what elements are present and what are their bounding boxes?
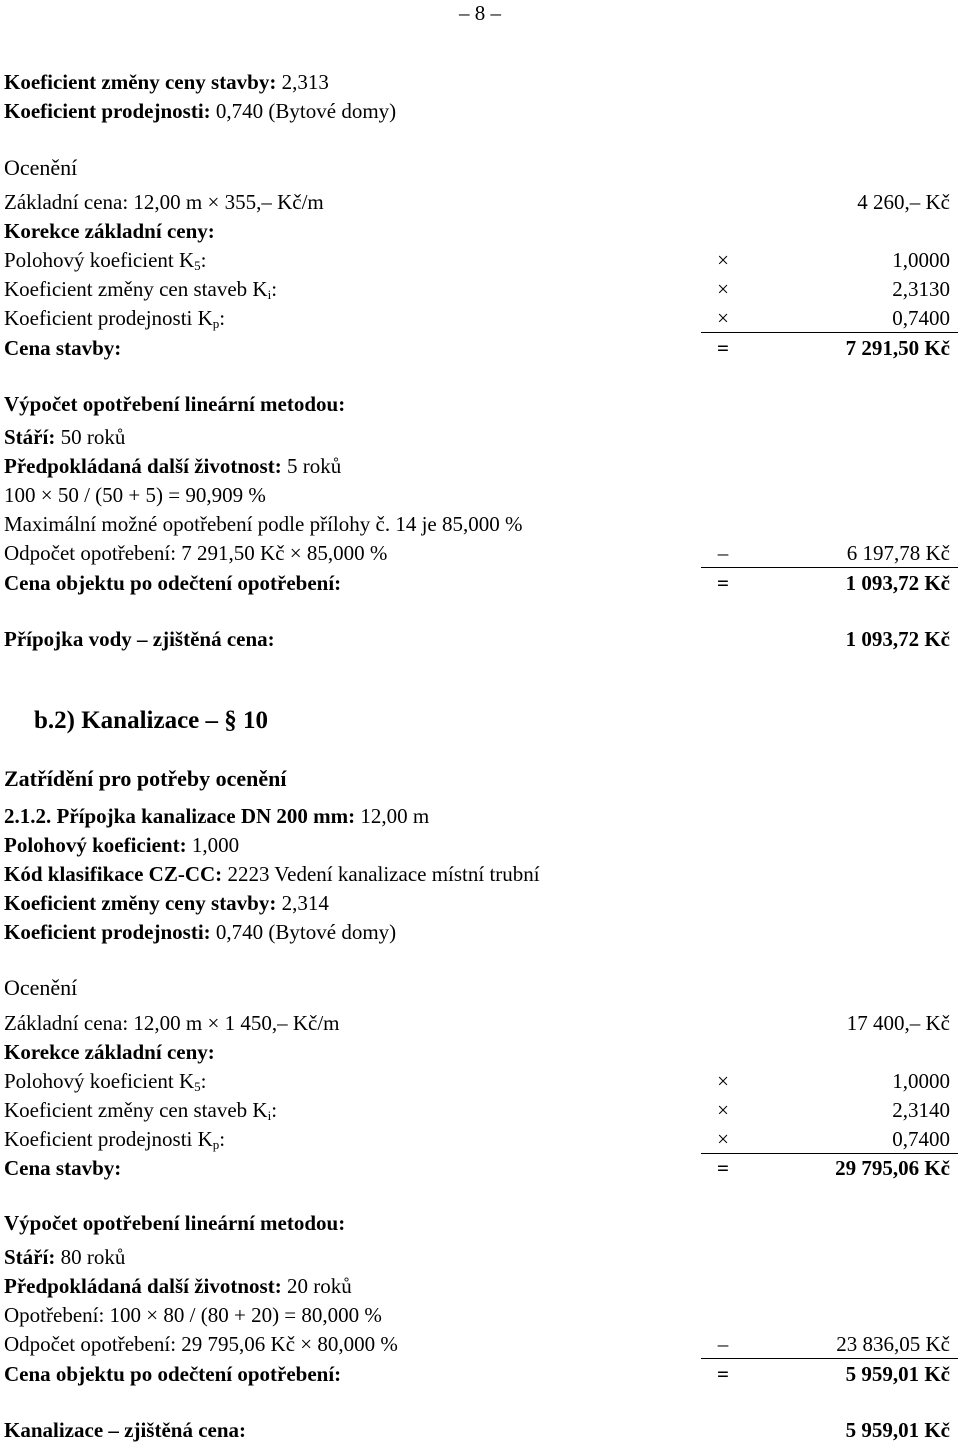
coef-sale-line: Koeficient prodejnosti: 0,740 (Bytové domy) xyxy=(4,920,397,944)
building-price-label: Cena stavby: xyxy=(4,336,122,360)
price-after-depreciation-value: 1 093,72 Kč xyxy=(845,571,950,595)
equals-sign: = xyxy=(717,1156,729,1180)
base-price-label: Základní cena: 12,00 m × 1 450,– Kč/m xyxy=(4,1011,340,1035)
depreciation-formula: 100 × 50 / (50 + 5) = 90,909 % xyxy=(4,483,266,507)
depreciation-heading: Výpočet opotřebení lineární metodou: xyxy=(4,1211,346,1235)
final-price-label: Kanalizace – zjištěná cena: xyxy=(4,1418,247,1442)
valuation-heading: Ocenění xyxy=(4,155,78,180)
coef-sale-line xyxy=(4,98,396,124)
position-coef-label: Polohový koeficient $K_5$: xyxy=(4,1069,207,1094)
base-price-label: Základní cena: 12,00 m × 355,– Kč/m xyxy=(4,190,324,214)
coef-change-line xyxy=(4,69,329,95)
price-change-coef-value: 2,3140 xyxy=(892,1098,950,1122)
equals-sign: = xyxy=(717,1362,729,1386)
valuation-heading: Ocenění xyxy=(4,975,78,1000)
multiply-sign: × xyxy=(717,1127,729,1151)
coef-change-label: Koeficient změny ceny stavby: xyxy=(4,70,277,94)
equals-sign: = xyxy=(717,336,729,360)
base-price-correction-label: Korekce základní ceny: xyxy=(4,219,215,243)
sum-rule xyxy=(701,1153,958,1154)
saleability-coef-value: 0,7400 xyxy=(892,1127,950,1151)
position-coef-line: Polohový koeficient: 1,000 xyxy=(4,833,240,857)
multiply-sign: × xyxy=(717,1098,729,1122)
age-line: Stáří: 80 roků xyxy=(4,1245,126,1269)
building-price-value: 29 795,06 Kč xyxy=(835,1156,950,1180)
age-line: Stáří: 50 roků xyxy=(4,425,126,449)
sum-rule xyxy=(701,567,958,568)
price-after-depreciation-value: 5 959,01 Kč xyxy=(845,1362,950,1386)
multiply-sign: × xyxy=(717,248,729,272)
position-coef-label: Polohový koeficient $K_5$: xyxy=(4,248,207,273)
saleability-coef-label: Koeficient prodejnosti $K_p$: xyxy=(4,1127,226,1152)
building-price-value: 7 291,50 Kč xyxy=(845,336,950,360)
saleability-coef-label: Koeficient prodejnosti $K_p$: xyxy=(4,306,226,331)
minus-sign: – xyxy=(717,541,729,565)
position-coef-value: 1,0000 xyxy=(892,1069,950,1093)
depreciation-formula: Opotřebení: 100 × 80 / (80 + 20) = 80,000 % xyxy=(4,1303,382,1327)
page-number: – 8 – xyxy=(459,1,501,25)
equals-sign: = xyxy=(717,571,729,595)
base-price-value: 4 260,– Kč xyxy=(857,190,950,214)
sum-rule xyxy=(701,1358,958,1359)
multiply-sign: × xyxy=(717,306,729,330)
multiply-sign: × xyxy=(717,1069,729,1093)
depreciation-deduction-label: Odpočet opotřebení: 29 795,06 Kč × 80,000 % xyxy=(4,1332,398,1356)
section-title: b.2) Kanalizace – § 10 xyxy=(34,707,269,734)
saleability-coef-value: 0,7400 xyxy=(892,306,950,330)
lifetime-line: Předpokládaná další životnost: 5 roků xyxy=(4,454,342,478)
connection-line: 2.1.2. Přípojka kanalizace DN 200 mm: 12,00 m xyxy=(4,804,430,828)
lifetime-line: Předpokládaná další životnost: 20 roků xyxy=(4,1274,352,1298)
final-price-label: Přípojka vody – zjištěná cena: xyxy=(4,627,275,651)
price-after-depreciation-label: Cena objektu po odečtení opotřebení: xyxy=(4,571,342,595)
price-change-coef-value: 2,3130 xyxy=(892,277,950,301)
price-change-coef-label: Koeficient změny cen staveb $K_i$: xyxy=(4,1098,278,1123)
base-price-correction-label: Korekce základní ceny: xyxy=(4,1040,215,1064)
building-price-label: Cena stavby: xyxy=(4,1156,122,1180)
depreciation-heading: Výpočet opotřebení lineární metodou: xyxy=(4,392,346,416)
sum-rule xyxy=(701,332,958,333)
base-price-value: 17 400,– Kč xyxy=(846,1011,950,1035)
classification-heading: Zatřídění pro potřeby ocenění xyxy=(4,766,287,791)
price-after-depreciation-label: Cena objektu po odečtení opotřebení: xyxy=(4,1362,342,1386)
minus-sign: – xyxy=(717,1332,729,1356)
classification-code-line: Kód klasifikace CZ-CC: 2223 Vedení kanalizace místní trubní xyxy=(4,862,540,886)
depreciation-deduction-label: Odpočet opotřebení: 7 291,50 Kč × 85,000 % xyxy=(4,541,388,565)
coef-change-line: Koeficient změny ceny stavby: 2,314 xyxy=(4,891,329,915)
price-change-coef-label: Koeficient změny cen staveb $K_i$: xyxy=(4,277,278,302)
final-price-value: 1 093,72 Kč xyxy=(845,627,950,651)
final-price-value: 5 959,01 Kč xyxy=(845,1418,950,1442)
position-coef-value: 1,0000 xyxy=(892,248,950,272)
multiply-sign: × xyxy=(717,277,729,301)
coef-sale-label: Koeficient prodejnosti: xyxy=(4,99,211,123)
coef-sale-value: 0,740 (Bytové domy) xyxy=(210,99,397,123)
max-depreciation: Maximální možné opotřebení podle přílohy č. 14 je 85,000 % xyxy=(4,512,523,536)
depreciation-deduction-value: 6 197,78 Kč xyxy=(846,541,950,565)
depreciation-deduction-value: 23 836,05 Kč xyxy=(836,1332,950,1356)
coef-change-value: 2,313 xyxy=(276,70,329,94)
